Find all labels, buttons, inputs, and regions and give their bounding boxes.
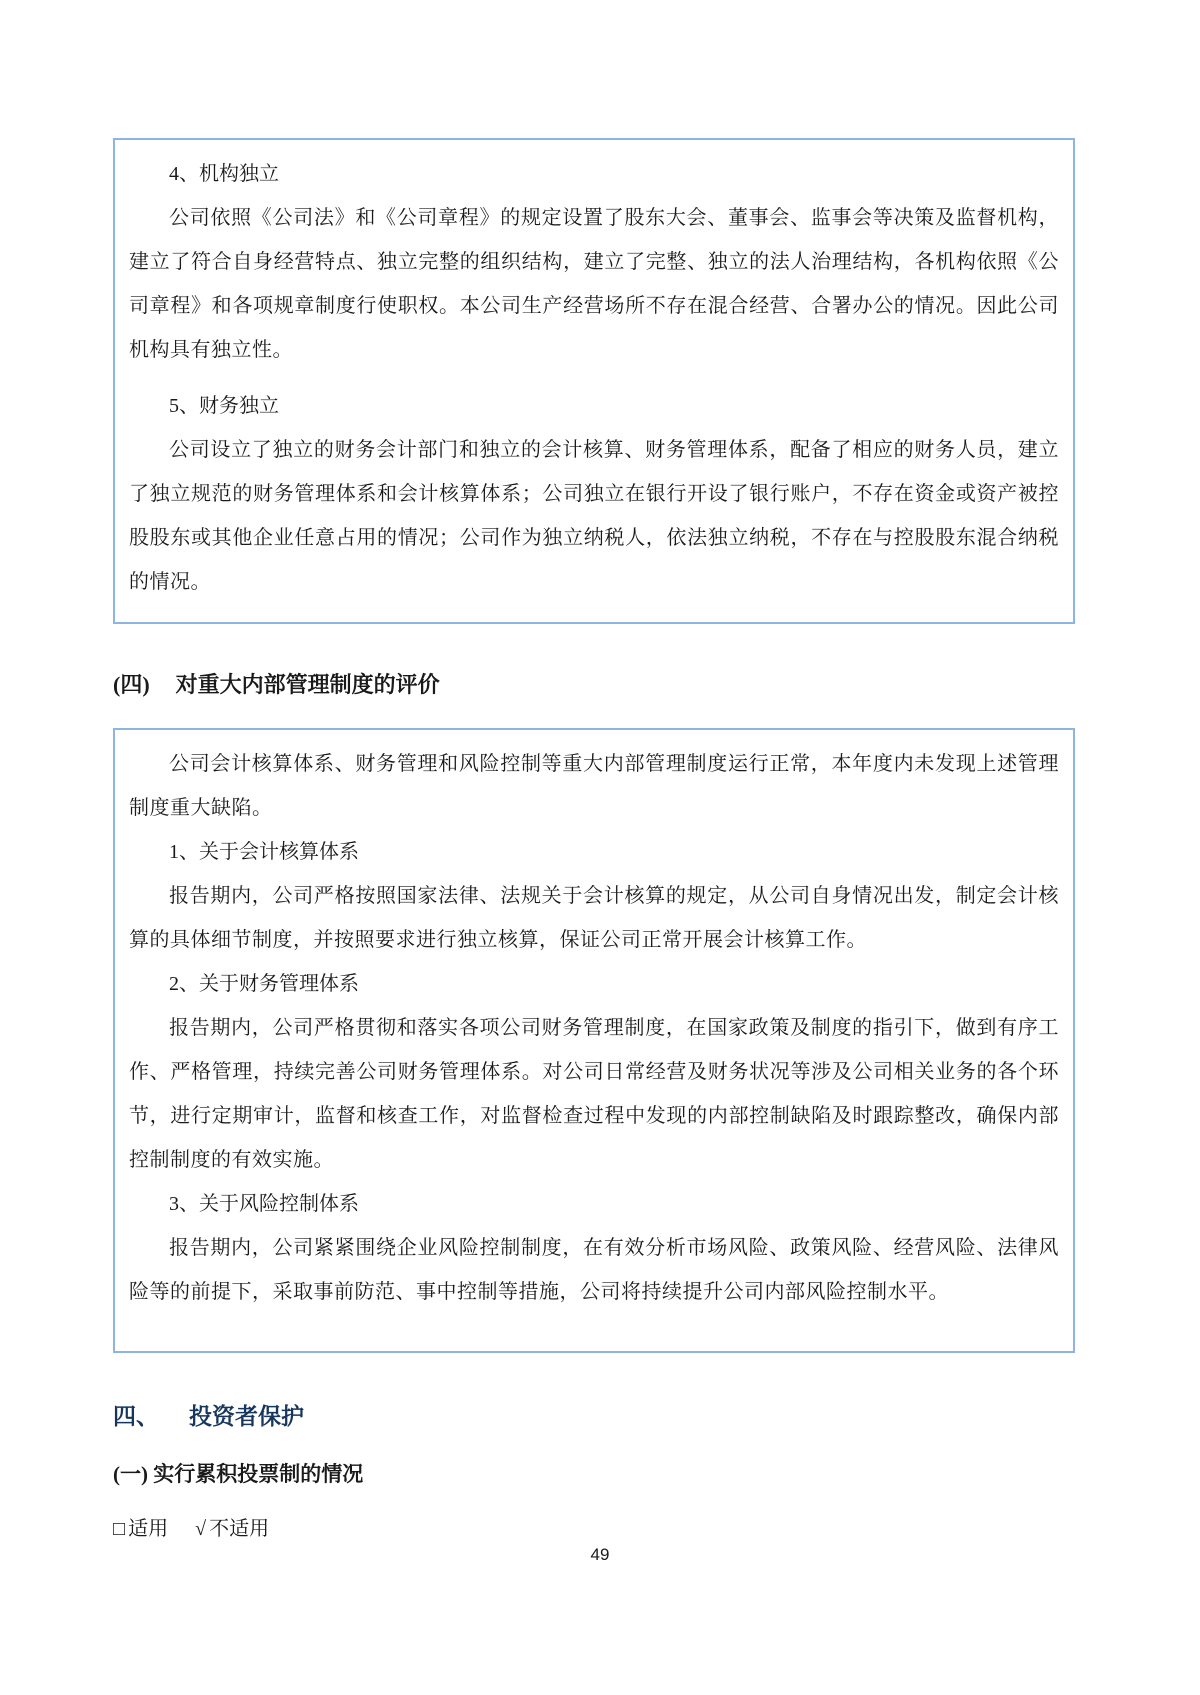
- applicable-label: 适用: [128, 1518, 169, 1540]
- evaluation-item-2-paragraph: 报告期内，公司严格贯彻和落实各项公司财务管理制度，在国家政策及制度的指引下，做到有序工作、严格管理，持续完善公司财务管理体系。对公司日常经营及财务状况等涉及公司相关业务的各个环节，进行定期审计，监督和核查工作，对监督检查过程中发现的内部控制缺陷及时跟踪整改，确保内部控制制度的有效实施。: [129, 1017, 1059, 1171]
- evaluation-text-box: [113, 728, 1075, 1353]
- evaluation-item-3-paragraph: 报告期内，公司紧紧围绕企业风险控制制度，在有效分析市场风险、政策风险、经营风险、法律风险等的前提下，采取事前防范、事中控制等措施，公司将持续提升公司内部风险控制水平。: [129, 1237, 1059, 1303]
- section-heading-label: 四、: [113, 1404, 159, 1429]
- evaluation-item-1-paragraph: 报告期内，公司严格按照国家法律、法规关于会计核算的规定，从公司自身情况出发，制定会计核算的具体细节制度，并按照要求进行独立核算，保证公司正常开展会计核算工作。: [129, 885, 1059, 951]
- section-heading-internal-management-evaluation: [113, 668, 440, 699]
- subsection-heading-cumulative-voting: (一) 实行累积投票制的情况: [113, 1462, 364, 1486]
- evaluation-item-2-heading: 2、关于财务管理体系: [169, 973, 359, 995]
- section-heading-title: 投资者保护: [189, 1404, 304, 1429]
- not-applicable-label: 不适用: [209, 1518, 270, 1540]
- section-heading-title: 对重大内部管理制度的评价: [175, 672, 440, 697]
- applicable-option: [113, 1512, 168, 1541]
- applicability-line: [113, 1512, 269, 1541]
- page-number: 49: [590, 1545, 610, 1564]
- evaluation-item-3-heading: 3、关于风险控制体系: [169, 1193, 359, 1215]
- section-heading-investor-protection: [113, 1398, 304, 1431]
- independence-text-box: [113, 138, 1075, 624]
- item-5-heading: 5、财务独立: [169, 395, 279, 417]
- item-4-paragraph: 公司依照《公司法》和《公司章程》的规定设置了股东大会、董事会、监事会等决策及监督机构，建立了符合自身经营特点、独立完整的组织结构，建立了完整、独立的法人治理结构，各机构依照《公司章程》和各项规章制度行使职权。本公司生产经营场所不存在混合经营、合署办公的情况。因此公司机构具有独立性。: [129, 207, 1059, 361]
- section-heading-label: (四): [113, 672, 150, 697]
- checkbox-unchecked-icon: □: [113, 1518, 126, 1540]
- item-5-paragraph: 公司设立了独立的财务会计部门和独立的会计核算、财务管理体系，配备了相应的财务人员，建立了独立规范的财务管理体系和会计核算体系；公司独立在银行开设了银行账户，不存在资金或资产被控股股东或其他企业任意占用的情况；公司作为独立纳税人，依法独立纳税，不存在与控股股东混合纳税的情况。: [129, 439, 1059, 593]
- evaluation-item-1-heading: 1、关于会计核算体系: [169, 841, 359, 863]
- checkmark-icon: √: [195, 1518, 207, 1540]
- not-applicable-option: [195, 1512, 269, 1541]
- evaluation-intro-paragraph: 公司会计核算体系、财务管理和风险控制等重大内部管理制度运行正常，本年度内未发现上述管理制度重大缺陷。: [129, 753, 1059, 819]
- item-4-heading: 4、机构独立: [169, 163, 279, 185]
